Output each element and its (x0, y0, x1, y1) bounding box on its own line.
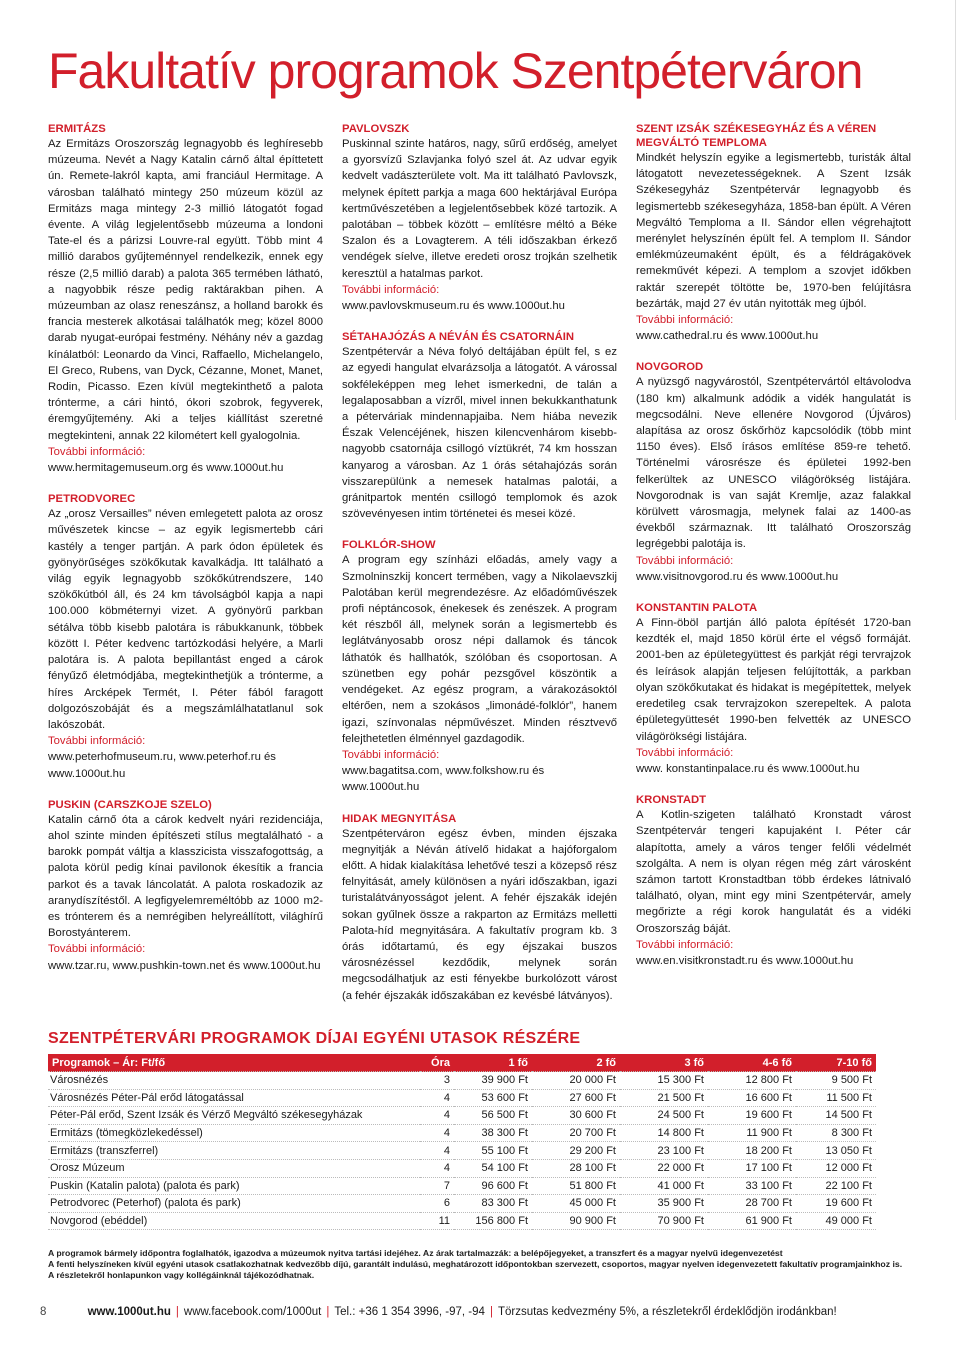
price-cell: 19 600 Ft (745, 1109, 792, 1122)
price-table-column-header: 7-10 fő (796, 1054, 876, 1072)
price-cell: 11 900 Ft (746, 1127, 792, 1140)
footer-phone: Tel.: +36 1 354 3996, -97, -94 (334, 1306, 485, 1318)
price-cell: 83 300 Ft (481, 1197, 528, 1210)
website-link[interactable]: www.bagatitsa.com, www.folkshow.ru és www.1000ut.hu (342, 765, 545, 794)
article-section (636, 601, 911, 777)
section-heading: PAVLOVSZK (342, 123, 410, 135)
price-table-column-header: 4-6 fő (708, 1054, 796, 1072)
column-1 (48, 122, 323, 990)
more-info-label: További információ: (636, 746, 734, 759)
separator: | (326, 1306, 330, 1318)
page-number: 8 (40, 1306, 47, 1318)
section-body: Szentpéterváron egész évben, minden éjszaka megnyitják a Néván átívelő hidakat a hajóforgalom előtt. A hidak kialakítása lehetővé teszi a közepső rész felnyitását, amely különösen a nyári időszakban, igazi turistalátványosságot jelent. A fehér éjszakák idején sokan gyűlnek össze a rakparton az Ermitázs melletti Palota-híd megnyitására. A fakultatív program kb. 3 órás időtartamú, és egy éjszakai buszos városnézéssel kezdődik, melynek során megcsodálhatjuk az esti fényekbe burkolózott várost (a fehér éjszakák időszakában ez kevésbé látványos). (342, 827, 617, 1002)
section-heading: PETRODVOREC (48, 493, 136, 506)
price-cell: 22 100 Ft (825, 1179, 872, 1192)
price-cell: 3 (443, 1074, 450, 1087)
section-heading: KONSTANTIN PALOTA (636, 602, 758, 615)
column-3 (636, 122, 911, 985)
price-table-column-header: 1 fő (454, 1054, 532, 1072)
price-cell: 14 500 Ft (825, 1109, 872, 1122)
price-cell: 61 900 Ft (745, 1215, 792, 1228)
price-table-column-header: 2 fő (532, 1054, 620, 1072)
price-cell: 33 100 Ft (745, 1179, 792, 1192)
price-cell: 12 800 Ft (745, 1074, 792, 1087)
more-info-label: További információ: (636, 938, 734, 951)
price-cell: 24 500 Ft (657, 1109, 704, 1122)
price-cell: 54 100 Ft (481, 1162, 528, 1175)
price-cell: 18 200 Ft (745, 1144, 792, 1157)
price-cell: 13 050 Ft (825, 1144, 872, 1157)
price-table-row (48, 1142, 876, 1160)
price-cell: 45 000 Ft (569, 1197, 616, 1210)
price-cell: 28 700 Ft (745, 1197, 792, 1210)
website-link[interactable]: www.pavlovskmuseum.ru és www.1000ut.hu (342, 300, 565, 313)
more-info-label: További információ: (636, 314, 734, 327)
note-1: A programok bármely időpontra foglalhatók, igazodva a múzeumok nyitva tartási idejéhez. Az árak tartalmazzák: a belépőjegyeket, a transzfert és a magyar nyelvű idegenvezetést (48, 1248, 783, 1258)
page-title: Fakultatív programok Szentpéterváron (48, 43, 863, 99)
section-body: Mindkét helyszín egyike a legismertebb, turisták által látogatott nevezetességeknek. A Szent Izsák Székesegyház Szentpétervár legnagyobb és legismertebb székesegyháza, 1858-ban épült. A Véren Megváltó Temploma a II. Sándor ellen végrehajtott merénylet helyszínén épült fel. A templom II. Sándor emlékmúzeumaként épült, és a féldrágakövek remekművét képezi. A templom a szovjet időkben raktár szerepét töltötte be, 1970-ben felújításra bezárták, majd 27 év után nyitották meg újból. (636, 152, 911, 310)
section-heading: SÉTAHAJÓZÁS A NÉVÁN ÉS CSATORNÁIN (342, 331, 575, 344)
price-cell: 96 600 Ft (481, 1179, 528, 1192)
price-cell: 9 500 Ft (831, 1074, 872, 1087)
article-section (342, 538, 617, 795)
price-cell: 23 100 Ft (657, 1144, 704, 1157)
price-cell: 53 600 Ft (481, 1091, 528, 1104)
footer-website-link[interactable]: www.1000ut.hu (87, 1306, 171, 1318)
section-heading: KRONSTADT (636, 794, 707, 807)
note-3: A részletekről honlapunkon vagy kollégáinknál tájékozódhatnak. (48, 1270, 315, 1281)
price-cell: 7 (443, 1179, 450, 1192)
price-cell: 49 000 Ft (825, 1215, 872, 1228)
price-table-row (48, 1089, 876, 1107)
article-section (636, 360, 911, 585)
price-table-row (48, 1177, 876, 1195)
notes (48, 1248, 908, 1282)
price-cell: 20 000 Ft (569, 1074, 616, 1087)
price-cell: 4 (443, 1144, 450, 1157)
price-table-row (48, 1212, 876, 1230)
program-name-cell: Ermitázs (transzferrel) (50, 1144, 159, 1157)
section-body: Szentpétervár a Néva folyó deltájában épült fel, s ez az egyedi hangulat elvarázsolja a látogatót. A várossal sokféleképpen meg lehet ismerkedni, de talán a legalaposabban a vízről, mivel innen bekukkanthatunk a péterváriak mindennapjaiba. Nem hiába nevezik Észak Velencéjének, hiszen kilencvenhárom kisebb-nagyobb csatornája csillogó víztükrét, 74 km hosszan kanyarog a városban. Az 1 órás sétahajózás során visszarepülünk a nemesek hatalmas palotái, a gránitpartok mentén csillogó templomok és azok szövevényesen intim történetei és mesei közé. (342, 346, 617, 521)
price-table (48, 1054, 876, 1230)
price-cell: 6 (443, 1197, 450, 1210)
price-cell: 16 600 Ft (745, 1091, 792, 1104)
price-cell: 51 800 Ft (569, 1179, 616, 1192)
price-cell: 4 (443, 1091, 450, 1104)
note-2: A fenti helyszíneken kívül egyéni utasok csatlakozhatnak kedvezőbb díjú, garantált indulású, meghatározott időpontokban szervezett, csoportos, magyar nyelven idegenvezetett fakultatív programjainkhoz is. (48, 1259, 903, 1270)
price-table-row (48, 1159, 876, 1177)
program-name-cell: Péter-Pál erőd, Szent Izsák és Vérző Megváltó székesegyházak (50, 1109, 363, 1122)
price-cell: 39 900 Ft (481, 1074, 528, 1087)
price-table-column-header: 3 fő (620, 1054, 708, 1072)
article-section (636, 793, 911, 969)
price-cell: 21 500 Ft (657, 1091, 704, 1104)
price-table-column-header: Óra (420, 1054, 454, 1072)
article-section (48, 122, 323, 476)
price-table-body (48, 1072, 876, 1230)
article-section (342, 812, 617, 1004)
section-heading: HIDAK MEGNYITÁSA (342, 812, 457, 825)
price-cell: 41 000 Ft (657, 1179, 704, 1192)
website-link[interactable]: www.peterhofmuseum.ru, www.peterhof.ru és www.1000ut.hu (48, 751, 276, 780)
price-cell: 20 700 Ft (569, 1127, 616, 1140)
website-link[interactable]: www. konstantinpalace.ru és www.1000ut.hu (636, 762, 860, 775)
price-cell: 90 900 Ft (569, 1215, 616, 1228)
article-section (342, 122, 617, 314)
price-cell: 27 600 Ft (569, 1091, 616, 1104)
footer-discount: Törzsutas kedvezmény 5%, a részletekről érdeklődjön irodánkban! (497, 1306, 837, 1318)
website-link[interactable]: www.tzar.ru, www.pushkin-town.net és www.1000ut.hu (48, 959, 321, 972)
section-body: A Finn-öböl partján álló palota építését 1720-ban kezdték el, majd 1850 körül érte el végső formáját. 2001-ben az épületegyüttest és parkját régi tervrajzok és leírások alapján teljesen felújították, a parkban olyan szökőkutakat és hidakat is megépítettek, melyek eredetileg csak tervrajzokon szerepeltek. A palota épületegyüttesét 1990-ben felvették az UNESCO világörökségi listájára. (636, 617, 911, 743)
price-cell: 28 100 Ft (569, 1162, 616, 1175)
article-section (48, 798, 323, 974)
more-info-label: További információ: (342, 748, 440, 761)
price-cell: 19 600 Ft (825, 1197, 872, 1210)
website-link[interactable]: www.hermitagemuseum.org és www.1000ut.hu (48, 462, 284, 475)
article-section (48, 492, 323, 781)
price-cell: 22 000 Ft (657, 1162, 704, 1175)
footer-facebook-link[interactable]: www.facebook.com/1000ut (183, 1306, 322, 1318)
more-info-label: További információ: (48, 735, 146, 748)
program-name-cell: Novgorod (ebéddel) (50, 1215, 148, 1228)
program-name-cell: Puskin (Katalin palota) (palota és park) (50, 1179, 240, 1192)
price-table-title: SZENTPÉTERVÁRI PROGRAMOK DÍJAI EGYÉNI UTASOK RÉSZÉRE (48, 1030, 581, 1047)
program-name-cell: Ermitázs (tömegközlekedéssel) (50, 1127, 203, 1140)
column-2 (342, 122, 617, 1020)
section-body: Az Ermitázs Oroszország legnagyobb és leghíresebb múzeuma. Nevét a Nagy Katalin cárnő által építtetett ún. Remete-lakról kapta, ami franciául Hermitage. A városban található mintegy 250 múzeum közül az Ermitázs maga mintegy 2-3 millió látogatót fogad évente. A világ legjelentősebb múzeuma a londoni Tate-el és a párizsi Louvre-ral együtt. Több mint 4 millió darabos gyűjteménnyel rendelkezik, ennek egy része (2,5 millió darab) a palota 365 termében látható, a nagyobbik része pedig raktárakban pihen. A múzeumban az olasz reneszánsz, a holland barokk és francia mesterek alkotásai találhatók meg; közel 8000 darab nyugat-európai festmény. Néhány név a gazdag kínálatból: Leonardo da Vinci, Raffaello, Michelangelo, El Greco, Rubens, van Dyck, Cézanne, Monet, Manet, Rodin, Picasso. Ezen kívül megtekinthető a palota trónterme, a cári hintó, ókori szobrok, fegyverek, éremgyűjtemény. Aki a teljes kiállítást szeretné megtekinteni, annak 22 kilométert kell gyalogolnia. (48, 138, 323, 442)
price-cell: 38 300 Ft (481, 1127, 528, 1140)
separator: | (175, 1306, 179, 1318)
price-table-row (48, 1107, 876, 1125)
section-heading: FOLKLÓR-SHOW (342, 539, 436, 552)
price-cell: 4 (443, 1127, 450, 1140)
section-heading: NOVGOROD (636, 361, 704, 374)
price-table-column-header: Programok – Ár: Ft/fő (48, 1054, 420, 1072)
section-body: A program egy színházi előadás, amely vagy a Szmolninszkij koncert termében, vagy a Nikolaevszkij Palotában kerül megrendezésre. Az előadóművészek profi néptáncosok, énekesek és zenészek. A program két részből áll, melynek során a legismertebb és leglátványosabb orosz népi dallamok és táncok láthatók és hallhatók, szólóban és csoportosan. A szünetben egy pohár pezsgővel köszöntik a vendégeket. Az egész program, a várakozásoktól eltérően, nem a szokásos „limonádé-folklór”, hanem igazi, színvonalas népművészet. Minden résztvevő felejthetetlen élménnyel gazdagodik. (342, 554, 617, 745)
section-body: Katalin cárnő óta a cárok kedvelt nyári rezidenciája, ahol szinte minden építészeti stílus megtalálható - a barokk pompát váltja a klasszicista visszafogottság, a palota körül pedig kínai pavilonok ékesítik a francia parkot és a tavak láncolatát. A palota roskadozik az aranydíszítéstől. A legfigyelemreméltóbb az 1000 m2-es trónterem és a nemrégiben helyreállított, világhírű Borostyánterem. (48, 813, 323, 940)
more-info-label: További információ: (636, 554, 734, 567)
price-table-header (48, 1054, 876, 1072)
price-table-row (48, 1195, 876, 1213)
price-cell: 14 800 Ft (657, 1127, 704, 1140)
price-table-row (48, 1124, 876, 1142)
price-cell: 12 000 Ft (825, 1162, 872, 1175)
price-cell: 70 900 Ft (657, 1215, 704, 1228)
price-cell: 17 100 Ft (745, 1162, 792, 1175)
website-link[interactable]: www.visitnovgorod.ru és www.1000ut.hu (636, 570, 839, 583)
program-name-cell: Városnézés (50, 1074, 109, 1087)
program-name-cell: Orosz Múzeum (50, 1162, 125, 1175)
margin-rule (955, 0, 956, 420)
price-cell: 11 (438, 1215, 450, 1228)
website-link[interactable]: www.en.visitkronstadt.ru és www.1000ut.hu (636, 954, 854, 967)
price-cell: 4 (443, 1109, 450, 1122)
price-cell: 156 800 Ft (475, 1215, 528, 1228)
more-info-label: További információ: (48, 943, 146, 956)
website-link[interactable]: www.cathedral.ru és www.1000ut.hu (636, 330, 819, 343)
price-cell: 8 300 Ft (831, 1127, 872, 1140)
section-heading: SZENT IZSÁK SZÉKESEGYHÁZ ÉS A VÉREN MEGVÁLTÓ TEMPLOMA (636, 123, 877, 149)
separator: | (489, 1306, 493, 1318)
price-cell: 55 100 Ft (481, 1144, 528, 1157)
price-table-row (48, 1072, 876, 1090)
section-heading: PUSKIN (CARSZKOJE SZELO) (48, 798, 212, 811)
price-cell: 11 500 Ft (826, 1091, 872, 1104)
price-cell: 30 600 Ft (569, 1109, 616, 1122)
price-cell: 56 500 Ft (481, 1109, 528, 1122)
section-body: Az „orosz Versailles” néven emlegetett palota az orosz művészetek kincse – az egyik legismertebb cári kastély a tenger partján. A park ódon épületek és gyönyörűséges szökőkutak kavalkádja. Itt található a világ egyik legnagyobb szökőkútrendszere, 140 szökőkútból áll, és 24 km távolságból kapja a napi 100.000 köbméternyi vizet. A gyönyörű parkban sétálva több kisebb palotára is rábukkanunk, többek között I. Péter kedvenc tartózkodási helyére, a Marli palotára is. A palota bepillantást enged a cárok fényűző életmódjába, megtekinthetjük a trónterme, a híres Arcképek Termét, I. Péter fából faragott dolgozószobáját és a megszámlálhatatlanul sok lakószobát. (48, 508, 323, 731)
price-cell: 35 900 Ft (657, 1197, 704, 1210)
section-body: A Kotlin-szigeten található Kronstadt várost Szentpétervár tengeri kapujaként I. Péter cár alapította, amely a város tenger felőli védelmét szolgálta. A nem is olyan régen még zárt városként számon tartott Kronstadtban több érdekes látnivaló található, olyan, mint egy mini Szentpétervár, amely megőrizte a régi korok hangulatát és a vidéki Oroszország báját. (636, 809, 911, 935)
program-name-cell: Városnézés Péter-Pál erőd látogatással (50, 1091, 244, 1104)
more-info-label: További információ: (48, 445, 146, 458)
section-body: Puskinnal szinte határos, nagy, sűrű erdőség, amelyet a gyorsvízű Szlavjanka folyó szel át. Az udvar egyik kedvelt vadászterülete volt. Ma itt található Pavlovszk, melynek épített parkja a maga 600 hektárjával Európa kertművészetében a legjelentősebbek közé tartozik. A palotában – többek között – említésre méltó a Béke Szalon és a Lovagterem. A téli időszakban érkező vendégek síelve, illetve eredeti orosz trojkán szelhetik keresztül a hatalmas parkot. (342, 138, 617, 280)
price-cell: 15 300 Ft (657, 1074, 704, 1087)
section-heading: ERMITÁZS (48, 123, 106, 135)
footer (40, 1306, 837, 1318)
more-info-label: További információ: (342, 283, 440, 296)
section-body: A nyüzsgő nagyvárostól, Szentpétervártól eltávolodva (180 km) alkalmunk adódik a vidék hangulatát is megcsodálni. Neve ellenére Novgorod (Újváros) alapítása az orosz őskőrhöz kapcsolódik (több mint 1150 éves). Első írásos említése 859-re tehető. Történelmi városrésze és épületei 1992-ben felkerültek az UNESCO világörökség listájára. Novgorodnak is van saját Kremlje, azaz falakkal körülvett városmagja, melynek falai az 1400-as évekből származnak. Itt található Oroszország legrégebbi palotája is. (636, 376, 911, 551)
article-section (636, 122, 911, 344)
article-section (342, 330, 617, 522)
price-cell: 29 200 Ft (569, 1144, 616, 1157)
price-cell: 4 (443, 1162, 450, 1175)
program-name-cell: Petrodvorec (Peterhof) (palota és park) (50, 1197, 241, 1210)
